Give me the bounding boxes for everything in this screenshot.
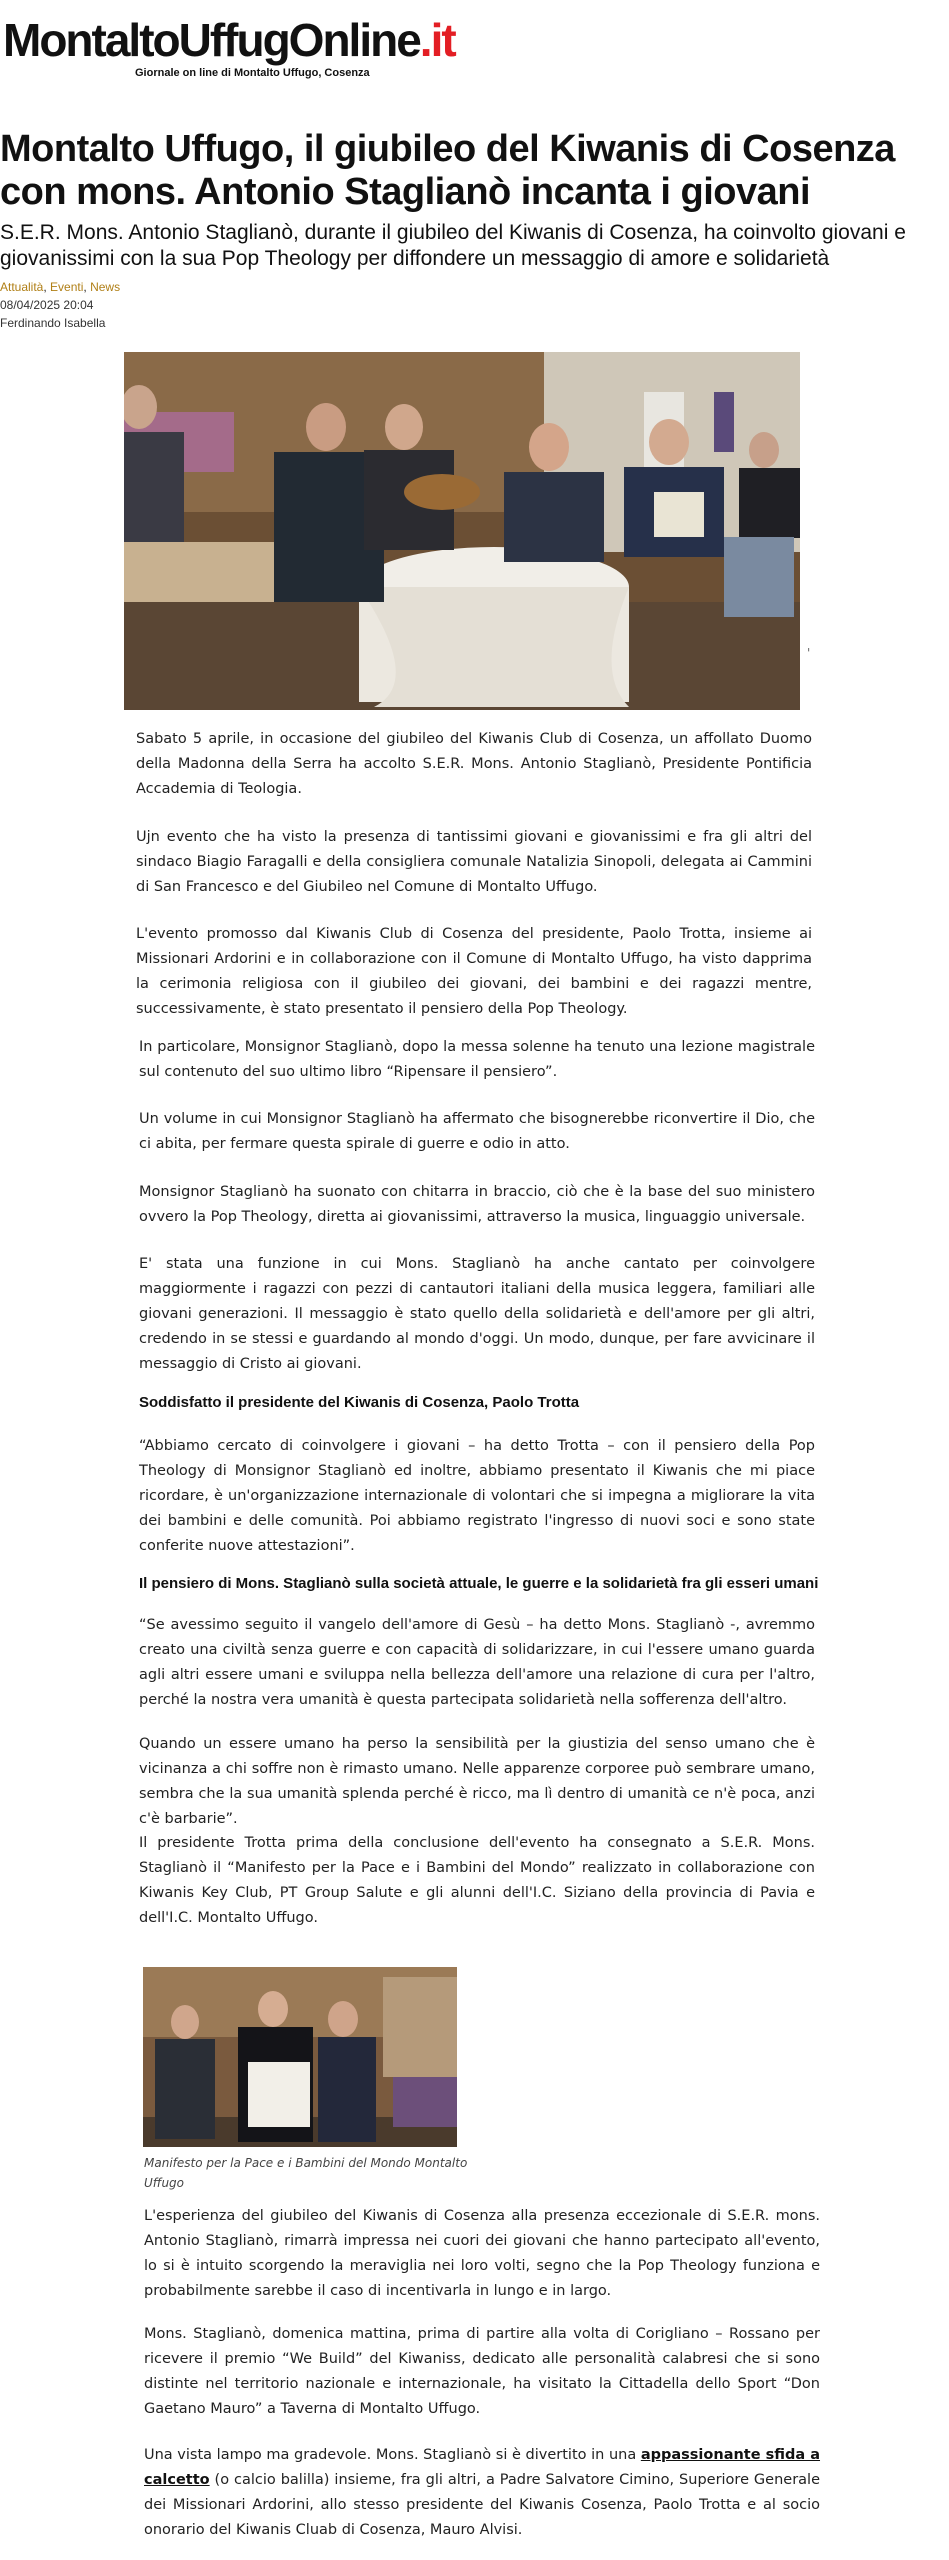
calcetto-link[interactable]: appassionante sfida a calcetto: [144, 2447, 821, 2488]
article-date: 08/04/2025 20:04: [0, 298, 94, 312]
category-separator: ,: [83, 280, 91, 294]
stray-mark: ': [807, 646, 811, 660]
image-caption: Manifesto per la Pace e i Bambini del Mondo Montalto Uffugo: [144, 2156, 468, 2190]
article-paragraph: Monsignor Staglianò ha suonato con chitarra in braccio, ciò che è la base del suo ministero ovvero la Pop Theology, diretta ai giovanissimi, attraverso la musica, linguaggio universale.: [139, 1184, 815, 1225]
logo-tld-text: .it: [419, 14, 455, 66]
site-logo[interactable]: [3, 14, 483, 84]
article-paragraph: Quando un essere umano ha perso la sensibilità per la giustizia del senso umano che è vicinanza a chi soffre non è rimasto umano. Nelle apparenze corporee può sembrare umano, sembra che la sua umanità splenda perché è ricco, ma lì dentro di umanità ce n'è poca, anzi c'è barbarie”.: [139, 1736, 815, 1827]
manifesto-photo: [143, 1967, 457, 2147]
article-paragraph: L'evento promosso dal Kiwanis Club di Cosenza del presidente, Paolo Trotta, insieme ai Missionari Ardorini e in collaborazione con il Comune di Montalto Uffugo, ha visto dapprima la cerimonia religiosa con il giubileo dei giovani, dei bambini e dei ragazzi mentre, successivamente, è stato presentato il pensiero della Pop Theology.: [136, 926, 812, 1017]
article-title: Montalto Uffugo, il giubileo del Kiwanis di Cosenza con mons. Antonio Staglianò incanta i giovani: [0, 128, 895, 213]
logo-wordmark: [3, 14, 483, 66]
article-categories: [0, 278, 120, 296]
category-link-news[interactable]: News: [90, 280, 121, 294]
article-paragraph: “Abbiamo cercato di coinvolgere i giovani – ha detto Trotta – con il pensiero della Pop Theology di Monsignor Staglianò ed inoltre, abbiamo presentato il Kiwanis che mi piace ricordare, è un'organizzazione internazionale di volontari che si impegna a migliorare la vita dei bambini e delle comunità. Poi abbiamo registrato l'ingresso di nuovi soci e sono state conferite nuove attestazioni”.: [139, 1438, 815, 1554]
logo-main-text: MontaltoUffugOnline: [3, 14, 420, 66]
last-paragraph-after: (o calcio balilla) insieme, fra gli altri, a Padre Salvatore Cimino, Superiore Generale dei Missionari Ardorini, allo stesso presidente del Kiwanis Cosenza, Paolo Trotta e al socio onorario del Kiwanis Cluab di Cosenza, Mauro Alvisi.: [144, 2472, 820, 2538]
article-paragraph: “Se avessimo seguito il vangelo dell'amore di Gesù – ha detto Mons. Staglianò -, avremmo creato una civiltà senza guerre e con capacità di solidarizzare, in cui l'essere umano guarda agli altri essere umani e sviluppa nella bellezza dell'amore una relazione di cura per l'altro, perché la nostra vera umanità è questa partecipata solidarietà nella sofferenza dell'altro.: [139, 1617, 815, 1708]
article-paragraph: In particolare, Monsignor Staglianò, dopo la messa solenne ha tenuto una lezione magistrale sul contenuto del suo ultimo libro “Ripensare il pensiero”.: [139, 1039, 815, 1080]
category-link-eventi[interactable]: Eventi: [50, 280, 84, 294]
article-paragraph: Mons. Staglianò, domenica mattina, prima di partire alla volta di Corigliano – Rossano per ricevere il premio “We Build” del Kiwaniss, dedicato alle personalità calabresi che si sono distinte nel territorio nazionale e internazionale, ha visitato la Cittadella dello Sport “Don Gaetano Mauro” a Taverna di Montalto Uffugo.: [144, 2326, 820, 2417]
last-paragraph-before: Una vista lampo ma gradevole. Mons. Staglianò si è divertito in una: [144, 2447, 641, 2463]
article-paragraph: Sabato 5 aprile, in occasione del giubileo del Kiwanis Club di Cosenza, un affollato Duomo della Madonna della Serra ha accolto S.E.R. Mons. Antonio Staglianò, Presidente Pontificia Accademia di Teologia.: [136, 731, 812, 797]
category-link-attualita[interactable]: Attualità: [0, 280, 44, 294]
article-paragraph: Un volume in cui Monsignor Staglianò ha affermato che bisognerebbe riconvertire il Dio, che ci abita, per fermare questa spirale di guerre e odio in atto.: [139, 1111, 815, 1152]
article-paragraph: E' stata una funzione in cui Mons. Staglianò ha anche cantato per coinvolgere maggiormente i ragazzi con pezzi di cantautori italiani della musica leggera, familiari alle giovani generazioni. Il messaggio è stato quello della solidarietà e dell'amore per gli altri, credendo in se stessi e guardando al mondo d'oggi. Un modo, dunque, per fare avvicinare il messaggio di Cristo ai giovani.: [139, 1256, 815, 1372]
article-paragraph: Ujn evento che ha visto la presenza di tantissimi giovani e giovanissimi e fra gli altri del sindaco Biagio Faragalli e della consigliera comunale Natalizia Sinopoli, delegata ai Cammini di San Francesco e del Giubileo nel Comune di Montalto Uffugo.: [136, 829, 812, 895]
article-paragraph: L'esperienza del giubileo del Kiwanis di Cosenza alla presenza eccezionale di S.E.R. mons. Antonio Staglianò, rimarrà impressa nei cuori dei giovani che hanno partecipato all'evento, lo si è intuito scorgendo la meraviglia nei loro volti, segno che la Pop Theology funziona e probabilmente sarebbe il caso di incentivarla in lungo e in largo.: [144, 2208, 820, 2299]
article-paragraph: Il presidente Trotta prima della conclusione dell'evento ha consegnato a S.E.R. Mons. Staglianò il “Manifesto per la Pace e i Bambini del Mondo” realizzato in collaborazione con Kiwanis Key Club, PT Group Salute e gli alunni dell'I.C. Siziano della provincia di Pavia e dell'I.C. Montalto Uffugo.: [139, 1835, 815, 1926]
article-paragraph-last: [144, 2443, 820, 2543]
logo-tagline: Giornale on line di Montalto Uffugo, Cosenza: [135, 67, 370, 79]
article-subtitle: S.E.R. Mons. Antonio Staglianò, durante il giubileo del Kiwanis di Cosenza, ha coinvolto giovani e giovanissimi con la sua Pop Theology per diffondere un messaggio di amore e solidarietà: [0, 221, 906, 270]
category-separator: ,: [43, 280, 51, 294]
subheading-pensiero: Il pensiero di Mons. Staglianò sulla società attuale, le guerre e la solidarietà fra gli esseri umani: [139, 1575, 819, 1592]
hero-photo: [124, 352, 800, 710]
subheading-trotta: Soddisfatto il presidente del Kiwanis di Cosenza, Paolo Trotta: [139, 1394, 580, 1411]
article-author: Ferdinando Isabella: [0, 316, 106, 330]
